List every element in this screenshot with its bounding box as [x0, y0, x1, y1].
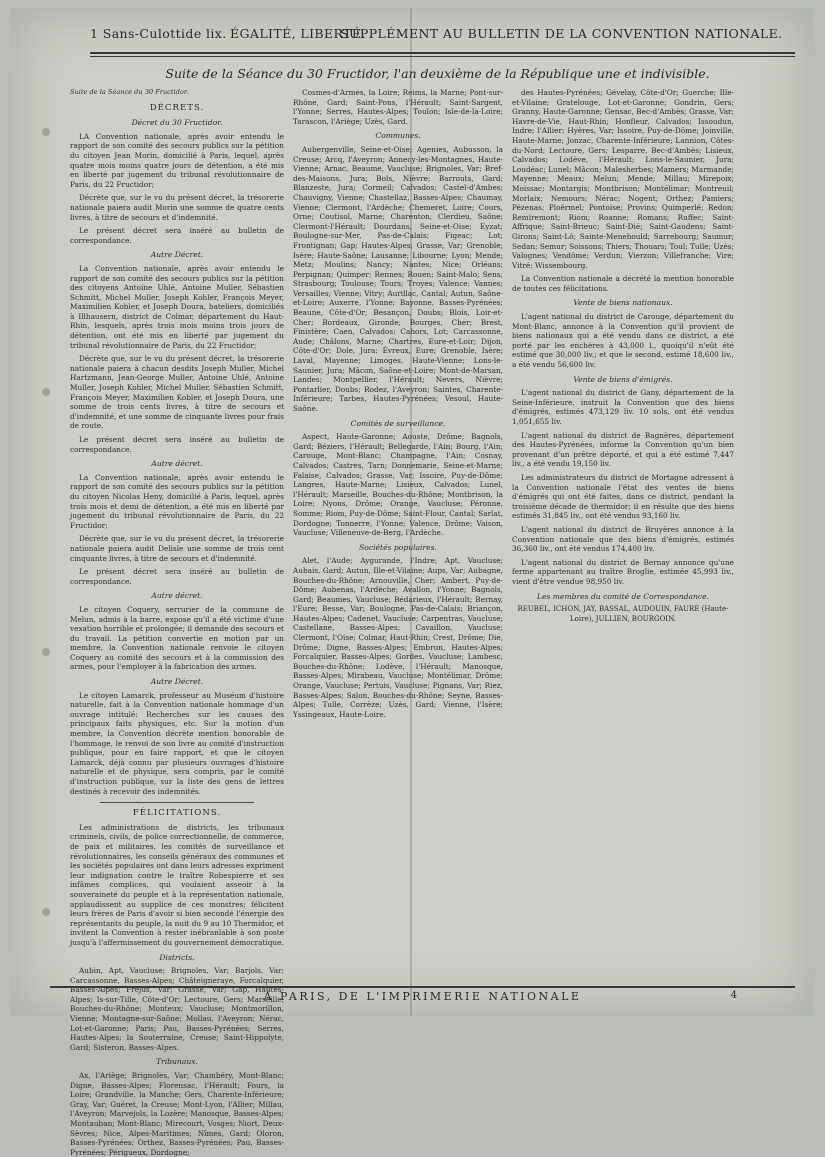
subsection-heading: Districts. [159, 952, 195, 962]
header-rule [90, 52, 795, 54]
column-3 [512, 88, 734, 1109]
paragraph: Le présent décret sera inséré au bulletin de correspondance. [70, 567, 284, 586]
signature-heading: Les membres du comité de Correspondance. [536, 591, 710, 601]
subsection-heading: Vente de biens d'émigrés. [573, 374, 673, 384]
footer-rule [50, 986, 795, 988]
subsection-heading: Vente de biens nationaux. [573, 298, 673, 308]
paragraph: La Convention nationale, après avoir entendu le rapport de son comité des secours publics sur la pétition des citoyens Antoine Uhlé, Antoine Muller, Sébastien Schmitt, Michel Muller, Joseph Kohler, François Meyer, Maximilien Kobler, et Joseph Doura, bateliers, domiciliés à Illhausern, district de Colmar, département du Haut-Rhin, lesquels, après trois mois moins trois jours de détention, ont été mis en liberté par jugement du tribunal révolutionnaire de Paris, du 22 Fructidor; [70, 263, 284, 350]
section-divider [100, 802, 254, 803]
subsection-heading: Tribunaux. [156, 1057, 198, 1067]
paragraph: Aspect, Haute-Garonne; Aouste, Drôme; Bagnols, Gard; Béziers, l'Hérault; Bellegarde, l'Ain; Bourg, l'Ain; Carouge, Mont-Blanc; Champagne, l'Ain; Cosnay, Calvados; Castres, Tarn; Donnemarie, Seine-et-Marne; Falaise, Calvados; Grasse, Var; Issoire, Puy-de-Dôme; Langres, Haute-Marne; Lisieux, Calvados; Lunel, l'Hérault; Marseille, Bouches-du-Rhône; Montbrison, la Loire; Nyons, Drôme; Orange, Vaucluse; Péronne, Somme; Riom, Puy-de-Dôme; Saint-Flour, Cantal; Sarlat, Dordogne; Tonnerre, l'Yonne; Valence, Drôme; Vaison, Vaucluse; Villeneuve-de-Berg, l'Ardèche. [293, 432, 503, 538]
decree-heading: Décret du 30 Fructidor. [131, 118, 223, 128]
paragraph: La Convention nationale a décrété la mention honorable de toutes ces félicitations. [512, 274, 734, 293]
page-number: 4 [730, 990, 737, 1001]
decree-heading: Autre Décret. [150, 250, 204, 260]
section-subhead: Suite de la Séance du 30 Fructidor. [70, 88, 189, 96]
paragraph: L'agent national du district de Bagnères, département des Hautes-Pyrénées, informe la Convention qu'un bien provenant d'un prêtre déporté, et qui a été estimé 7,447 liv., a été vendu 19,150 liv. [512, 430, 734, 469]
paragraph: Les administrateurs du district de Mortagne adressent à la Convention nationale l'état des ventes de biens d'émigrés qui ont été faites, dans ce district, pendant la troisième décade de thermidor; il en résulte que des biens estimés 31,845 liv., ont été vendus 93,160 liv. [512, 472, 734, 521]
binding-holes [40, 128, 54, 928]
section-heading-decrets: DÉCRETS. [149, 102, 205, 113]
decree-heading: Autre Décret. [150, 677, 204, 687]
paragraph: des Hautes-Pyrénées; Gévelay, Côte-d'Or; Guerche; Ille-et-Vilaine; Gratelouge, Lot-et-Garonne; Gondrin, Gers; Granny, Haute-Garonne; Gensac, Bec-d'Ambès; Grasse, Var; Havre-de-Vie, Haut-Rhin; Honfleur, Calvados; Issoudun, Indre; l'Allier; Hyères, Var; Issoire, Puy-de-Dôme; Joinville, Haute-Marne; Jonzac, Charente-Inférieure; Lannion, Côtes-du-Nord; Lectoure, Gers; Lesparre, Bec-d'Ambès; Lisieux, Calvados; Lodève, l'Hérault; Lons-le-Saunier, Jura; Loudéac; Lunel; Mâcon; Malesherbes; Mamers; Marmande; Mayenne; Meaux; Melun; Mende; Millau; Mirepoix; Moissac; Montargis; Montbrison; Montélimar; Montreuil; Morlaix; Nemours; Nérac; Nogent; Orthez; Pamiers; Pézenas; Ploërmel; Pontoise; Provins; Quimperlé; Redon; Remiremont; Riom; Roanne; Romans; Ruffec; Saint-Affrique; Saint-Brieuc; Saint-Dié; Saint-Gaudens; Saint-Girons; Saint-Lô; Sainte-Menehould; Sarrebourg; Saumur; Sedan; Semur; Soissons; Thiers; Thouars; Toul; Tulle; Uzès; Valognes; Vendôme; Verdun; Vierzon; Villefranche; Vire; Vitré; Wissembourg. [512, 88, 734, 270]
paragraph: L'agent national du district de Carouge, département du Mont-Blanc, annonce à la Convention qu'il provient de biens nationaux qui a été vendu dans ce district, a été porté par les enchères à 43,000 l., quoiqu'il n'eût été estimé que 30,000 liv.; et que le second, estimé 18,600 liv., a été vendu 56,600 liv. [512, 312, 734, 370]
column-1 [70, 88, 284, 1157]
paragraph: Ax, l'Ariège; Brignoles, Var; Chambéry, Mont-Blanc; Digne, Basses-Alpes; Florensac, l'Hérault; Fours, la Loire; Grandville, la Manche; Gers, Charente-Inférieure; Gray, Var; Guéret, la Creuse; Mont-Lyon, l'Allier; Millau, l'Aveyron; Marvejols, la Lozère; Manosque, Basses-Alpes; Montauban; Mont-Blanc; Mirecourt, Vosges; Niort, Deux-Sèvres; Nice, Alpes-Maritimes; Nîmes, Gard; Oloron, Basses-Pyrénées; Orthez, Basses-Pyrénées; Pau, Basses-Pyrénées; Périgueux, Dordogne; [70, 1071, 284, 1157]
paragraph: Les administrations de districts, les tribunaux criminels, civils, de police correctionnelle, de commerce, de paix et militaires, les comités de surveillance et révolutionnaires, les conseils généraux des communes et les sociétés populaires ont dans leurs adresses expriment leur indignation contre le traître Robespierre et ses infâmes complices, qui voulaient asseoir à la souveraineté du peuple et à la représentation nationale, applaudissent au supplice de ces monstres; félicitent leurs frères de Paris d'avoir si bien secondé l'énergie des représentants du peuple, la nuit du 9 au 10 Thermidor, et invitent la Convention à rester inébranlable à son poste jusqu'à l'affermissement du gouvernement démocratique. [70, 822, 284, 947]
paragraph: L'agent national du district de Gany, département de la Seine-Inférieure, instruit la Convention que des biens d'émigrés, estimés 473,129 liv. 10 sols, ont été vendus 1,051,655 liv. [512, 388, 734, 426]
paragraph: Aubin, Apt, Vaucluse; Brignoles, Var; Barjols, Var; Carcassonne, Basses-Alpes; Châteigneraye, Forcalquier, Basses-Alpes; Fréjus, Var; Grasse, Var; Gap, Hautes-Alpes; Is-sur-Tille, Côte-d'Or; Lectoure, Gers; Marseille, Bouches-du-Rhône; Monteux; Vaucluse; Montmorillon, Vienne; Montagne-sur-Saône; Mollau, l'Aveyron; Nérac, Lot-et-Garonne; Paris; Pau, Basses-Pyrénées; Serres, Hautes-Alpes; la Souterraine, Creuse; Saint-Hippolyte, Gard; Sisteron, Basses-Alpes. [70, 966, 284, 1052]
paragraph: L'agent national du district de Bruyères annonce à la Convention nationale que des biens d'émigrés, estimés 36,360 liv., ont été vendus 174,400 liv. [512, 524, 734, 554]
binding-hole [42, 648, 50, 656]
paragraph: Cosmes-d'Armes, la Loire; Reims, la Marne; Pont-sur-Rhône, Gard; Saint-Pons, l'Hérault; Saint-Sargent, l'Yonne; Serres, Hautes-Alpes; Toulon; Isle-de-la-Loire; Tarascon, l'Ariège; Uzès, Gard. [293, 88, 503, 126]
decree-heading: Autre décret. [151, 591, 203, 601]
paragraph: La Convention nationale, après avoir entendu le rapport de son comité des secours publics sur la pétition du citoyen Nicolas Heny, domicilié à Paris, lequel, après trois mois et demi de détention, a été mis en liberté par jugement du tribunal révolutionnaire de Paris, du 22 Fructidor; [70, 472, 284, 530]
page-title: Suite de la Séance du 30 Fructidor, l'an deuxième de la République une et indivisible. [165, 66, 710, 81]
paragraph: Décrète que, sur le vu du présent décret, la trésorerie nationale paiera audit Delisle une somme de trois cent cinquante livres, à titre de secours et d'indemnité. [70, 534, 284, 563]
header-rule-thin [90, 56, 795, 57]
section-heading-felicitations: FÉLICITATIONS. [132, 808, 222, 819]
paragraph: Le citoyen Coquery, serrurier de la commune de Melun, admis à la barre, expose qu'il a été victime d'une vexation horrible et prolongée; il demande des secours et du travail. La pétition convertie en motion par un membre, la Convention nationale renvoie le citoyen Coquery au comité des secours et à la commission des armes, pour l'employer à la fabrication des armes. [70, 604, 284, 672]
masthead-date: 1 Sans-Culottide lix. [90, 26, 227, 41]
paragraph: Aubergenville, Seine-et-Oise; Agenies, Aubusson, la Creuse; Arcq, l'Aveyron; Annecy-les-Montagnes, Haute-Vienne; Arnac, Beaume, Vaucluse; Brignoles, Var; Bref-des-Maisons, Jura; Bols, Nièvre; Barrouts, Gard; Blanzeste, Jura; Cormeil; Calvados; Castel-d'Ambes; Chauvigny, Vienne; Chastellaz, Basses-Alpes; Chaumay, Vienne; Clermont, l'Ardèche; Chemeret, Loire; Cours, Orne; Coutisol, Marne; Charenton; Clerdieu, Saône; Clermont-l'Hérault; Dourdans, Seine-et-Oise; Eyzat; Boulogne-sur-Mer, Pas-de-Calais; Figeac; Lot; Frontignan; Gap; Hautes-Alpes; Grasse, Var; Grenoble; Isère; Haute-Saône; Lausanne; Libourne; Lyon; Mende; Metz; Moulins; Nancy; Nantes; Nice; Orléans; Perpignan; Quimper; Rennes; Rouen; Saint-Malo; Sens; Strasbourg; Toulouse; Tours; Troyes; Valence; Vannes; Versailles; Vienne; Vitry; Aurillac, Cantal; Autun, Saône-et-Loire; Auxerre, l'Yonne; Bayonne, Basses-Pyrénées; Beaune, Côte-d'Or; Besançon, Doubs; Blois, Loir-et-Cher; Bordeaux, Gironde; Bourges, Cher; Brest, Finistère; Caen, Calvados; Cahors, Lot; Carcassonne, Aude; Châlons, Marne; Chartres, Eure-et-Loir; Dijon, Côte-d'Or; Dole, Jura; Évreux, Eure; Grenoble, Isère; Laval, Mayenne; Limoges, Haute-Vienne; Lons-le-Saunier, Jura; Mâcon, Saône-et-Loire; Mont-de-Marsan, Landes; Montpellier, l'Hérault; Nevers, Nièvre; Pontarlier, Doubs; Rodez, l'Aveyron; Saintes, Charente-Inférieure; Tarbes, Hautes-Pyrénées; Vesoul, Haute-Saône. [293, 144, 503, 413]
masthead [90, 20, 795, 48]
paragraph: Alet, l'Aude; Aygurande, l'Indre; Apt, Vaucluse; Aubais, Gard; Autun, Ille-et-Vilaine; Aups, Var; Aubagne, Bouches-du-Rhône; Arnouville, Cher; Ambert, Puy-de-Dôme; Aubenas, l'Ardèche; Avallon, l'Yonne; Bagnols, Gard; Beaumes, Vaucluse; Bédarieux, l'Hérault; Bernay, l'Eure; Besse, Var; Boulogne, Pas-de-Calais; Briançon, Hautes-Alpes; Cadenet, Vaucluse; Carpentras, Vaucluse; Castellane, Basses-Alpes; Cavaillon, Vaucluse; Clermont, l'Oise; Colmar, Haut-Rhin; Crest, Drôme; Die, Drôme; Digne, Basses-Alpes; Embrun, Hautes-Alpes; Forcalquier, Basses-Alpes; Gordes, Vaucluse; Lambesc, Bouches-du-Rhône; Lodève, l'Hérault; Manosque, Basses-Alpes; Mirabeau, Vaucluse; Montélimar, Drôme; Orange, Vaucluse; Pertuis, Vaucluse; Pignans, Var; Riez, Basses-Alpes; Salon, Bouches-du-Rhône; Seyne, Basses-Alpes; Tulle, Corrèze; Uzès, Gard; Vienne, l'Isère; Yssingeaux, Haute-Loire. [293, 556, 503, 719]
masthead-title: SUPPLÉMENT AU BULLETIN DE LA CONVENTION NATIONALE. [340, 26, 783, 41]
paragraph: Décrète que, sur le vu du présent décret, la trésorerie nationale paiera à chacun desdits Joseph Muller, Michel Hartzmann, Jean-George Muller, Antoine Uhlé, Antoine Muller, Joseph Kohler, Michel Muller, Sébastien Schmitt, François Meyer, Maximilien Kobler, et Joseph Doura, une somme de trois cents livres, à titre de secours et d'indemnité, et une somme de cinquante livres pour frais de route. [70, 354, 284, 431]
paragraph: Décrète que, sur le vu du présent décret, la trésorerie nationale paiera audit Morin une somme de quatre cents livres, à titre de secours et d'indemnité. [70, 193, 284, 222]
column-2 [293, 88, 503, 1109]
subsection-heading: Comités de surveillance. [350, 418, 446, 428]
subsection-heading: Communes. [375, 131, 421, 141]
imprint-footer: À PARIS, DE L'IMPRIMERIE NATIONALE [263, 990, 582, 1003]
paragraph: LA Convention nationale, après avoir entendu le rapport de son comité des secours publics sur la pétition du citoyen Jean Morin, domicilié à Paris, lequel, après quatre mois moins quatre jours de détention, a été mis en liberté par jugement du tribunal révolutionnaire de Paris, du 22 Fructidor; [70, 131, 284, 189]
binding-hole [42, 388, 50, 396]
binding-hole [42, 908, 50, 916]
paragraph: Le présent décret sera inséré au bulletin de correspondance. [70, 435, 284, 454]
paragraph: L'agent national du district de Bernay annonce qu'une ferme appartenant au traître Broglie, estimée 45,993 liv., vient d'être vendue 98,950 liv. [512, 557, 734, 586]
paragraph: Le citoyen Lamarck, professeur au Muséum d'histoire naturelle, fait à la Convention nationale hommage d'un ouvrage intitulé: Recherches sur les causes des principaux faits physiques, etc. Sur la motion d'un membre, la Convention décrète mention honorable de l'hommage, le renvoi de son livre au comité d'instruction publique, pour en faire rapport, et que le citoyen Lamarck, déjà connu par plusieurs ouvrages d'histoire naturelle et de physique, sera compris, par le comité d'instruction publique, sur la liste des gens de lettres destinés à recevoir des indemnités. [70, 690, 284, 796]
binding-hole [42, 128, 50, 136]
masthead-motto: ÉGALITÉ, LIBERTÉ. [230, 26, 366, 41]
paragraph: Le présent décret sera inséré au bulletin de correspondance. [70, 226, 284, 245]
subsection-heading: Sociétés populaires. [359, 542, 437, 552]
decree-heading: Autre décret. [151, 459, 203, 469]
signatories: REUBEL, ICHON, JAY, BASSAL, AUDOUIN, FAURE (Haute-Loire), JULLIEN, BOURGOIN. [517, 605, 729, 623]
